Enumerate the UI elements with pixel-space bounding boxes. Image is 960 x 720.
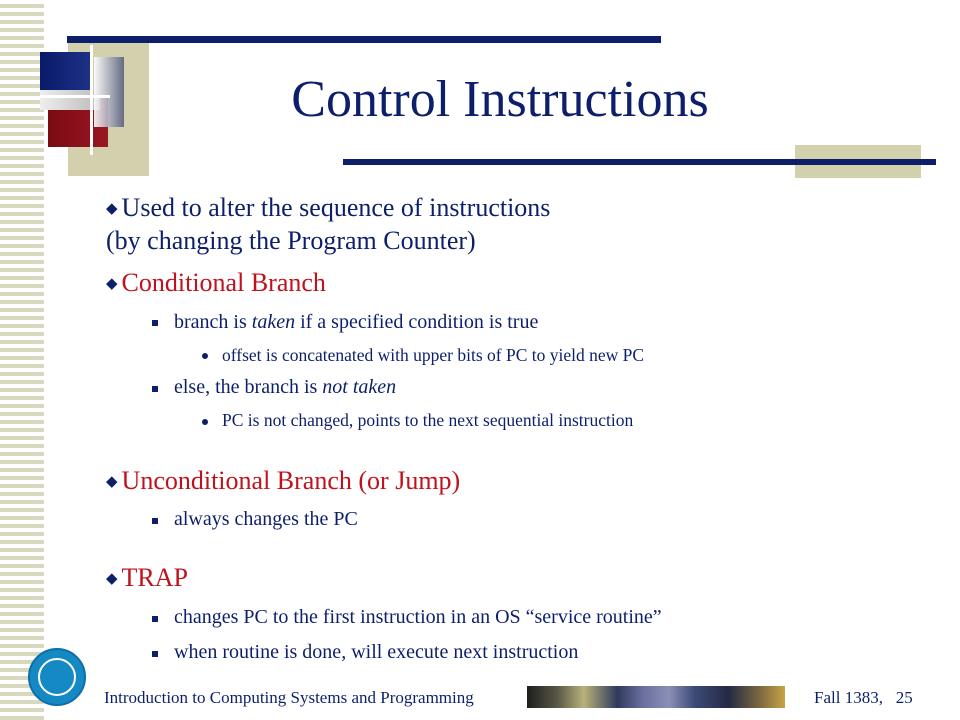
- bullet-l1-trap: [106, 563, 188, 593]
- university-logo-icon: [28, 648, 86, 706]
- footer-term: [814, 688, 913, 708]
- diamond-bullet-icon: ◆: [106, 201, 118, 217]
- decor-top-rule: [67, 36, 661, 43]
- dot-bullet-icon: [202, 419, 208, 425]
- square-bullet-icon: [152, 386, 158, 392]
- bullet-text: else, the branch is: [174, 376, 323, 398]
- bullet-text: if a specified condition is true: [295, 311, 539, 333]
- footer-banner-image: [527, 686, 785, 708]
- bullet-l2: [174, 376, 396, 399]
- decor-mid-rule: [343, 159, 936, 165]
- diamond-bullet-icon: ◆: [106, 571, 118, 587]
- decor-white-line-v: [90, 45, 93, 155]
- bullet-text-emphasis: not taken: [322, 376, 397, 398]
- footer-term-text: Fall 1383,: [814, 688, 883, 707]
- bullet-text-emphasis: taken: [251, 311, 296, 333]
- bullet-text: Used to alter the sequence of instructions: [121, 193, 551, 222]
- bullet-l1-conditional-branch: [106, 268, 326, 298]
- square-bullet-icon: [152, 320, 158, 326]
- page-number: 25: [895, 688, 913, 707]
- decor-gradient-square: [94, 57, 124, 127]
- dot-bullet-icon: [202, 353, 208, 359]
- diamond-bullet-icon: ◆: [106, 276, 118, 292]
- bullet-text: branch is: [174, 311, 252, 333]
- diamond-bullet-icon: ◆: [106, 474, 118, 490]
- bullet-l2: always changes the PC: [174, 508, 358, 530]
- bullet-l1-unconditional-branch: [106, 466, 460, 496]
- bullet-text: TRAP: [121, 563, 189, 592]
- decor-white-line-h: [40, 95, 110, 98]
- bullet-l1: [106, 193, 550, 223]
- square-bullet-icon: [152, 518, 158, 524]
- bullet-text: (by changing the Program Counter): [106, 226, 476, 255]
- bullet-l3: PC is not changed, points to the next sequential instruction: [222, 410, 634, 430]
- bullet-text: Conditional Branch: [121, 268, 326, 297]
- square-bullet-icon: [152, 651, 158, 657]
- bullet-text: Unconditional Branch (or Jump): [121, 466, 461, 495]
- bullet-l1-continuation: [106, 226, 476, 256]
- bullet-l3: offset is concatenated with upper bits of PC to yield new PC: [222, 345, 645, 365]
- slide-title: Control Instructions: [291, 71, 709, 128]
- bullet-l2: [174, 311, 538, 334]
- square-bullet-icon: [152, 616, 158, 622]
- logo-ring: [38, 658, 76, 696]
- bullet-l2: when routine is done, will execute next instruction: [174, 641, 579, 663]
- bullet-l2: changes PC to the first instruction in an OS “service routine”: [174, 606, 662, 628]
- footer-course: Introduction to Computing Systems and Programming: [104, 688, 474, 707]
- left-stripes: [0, 0, 44, 720]
